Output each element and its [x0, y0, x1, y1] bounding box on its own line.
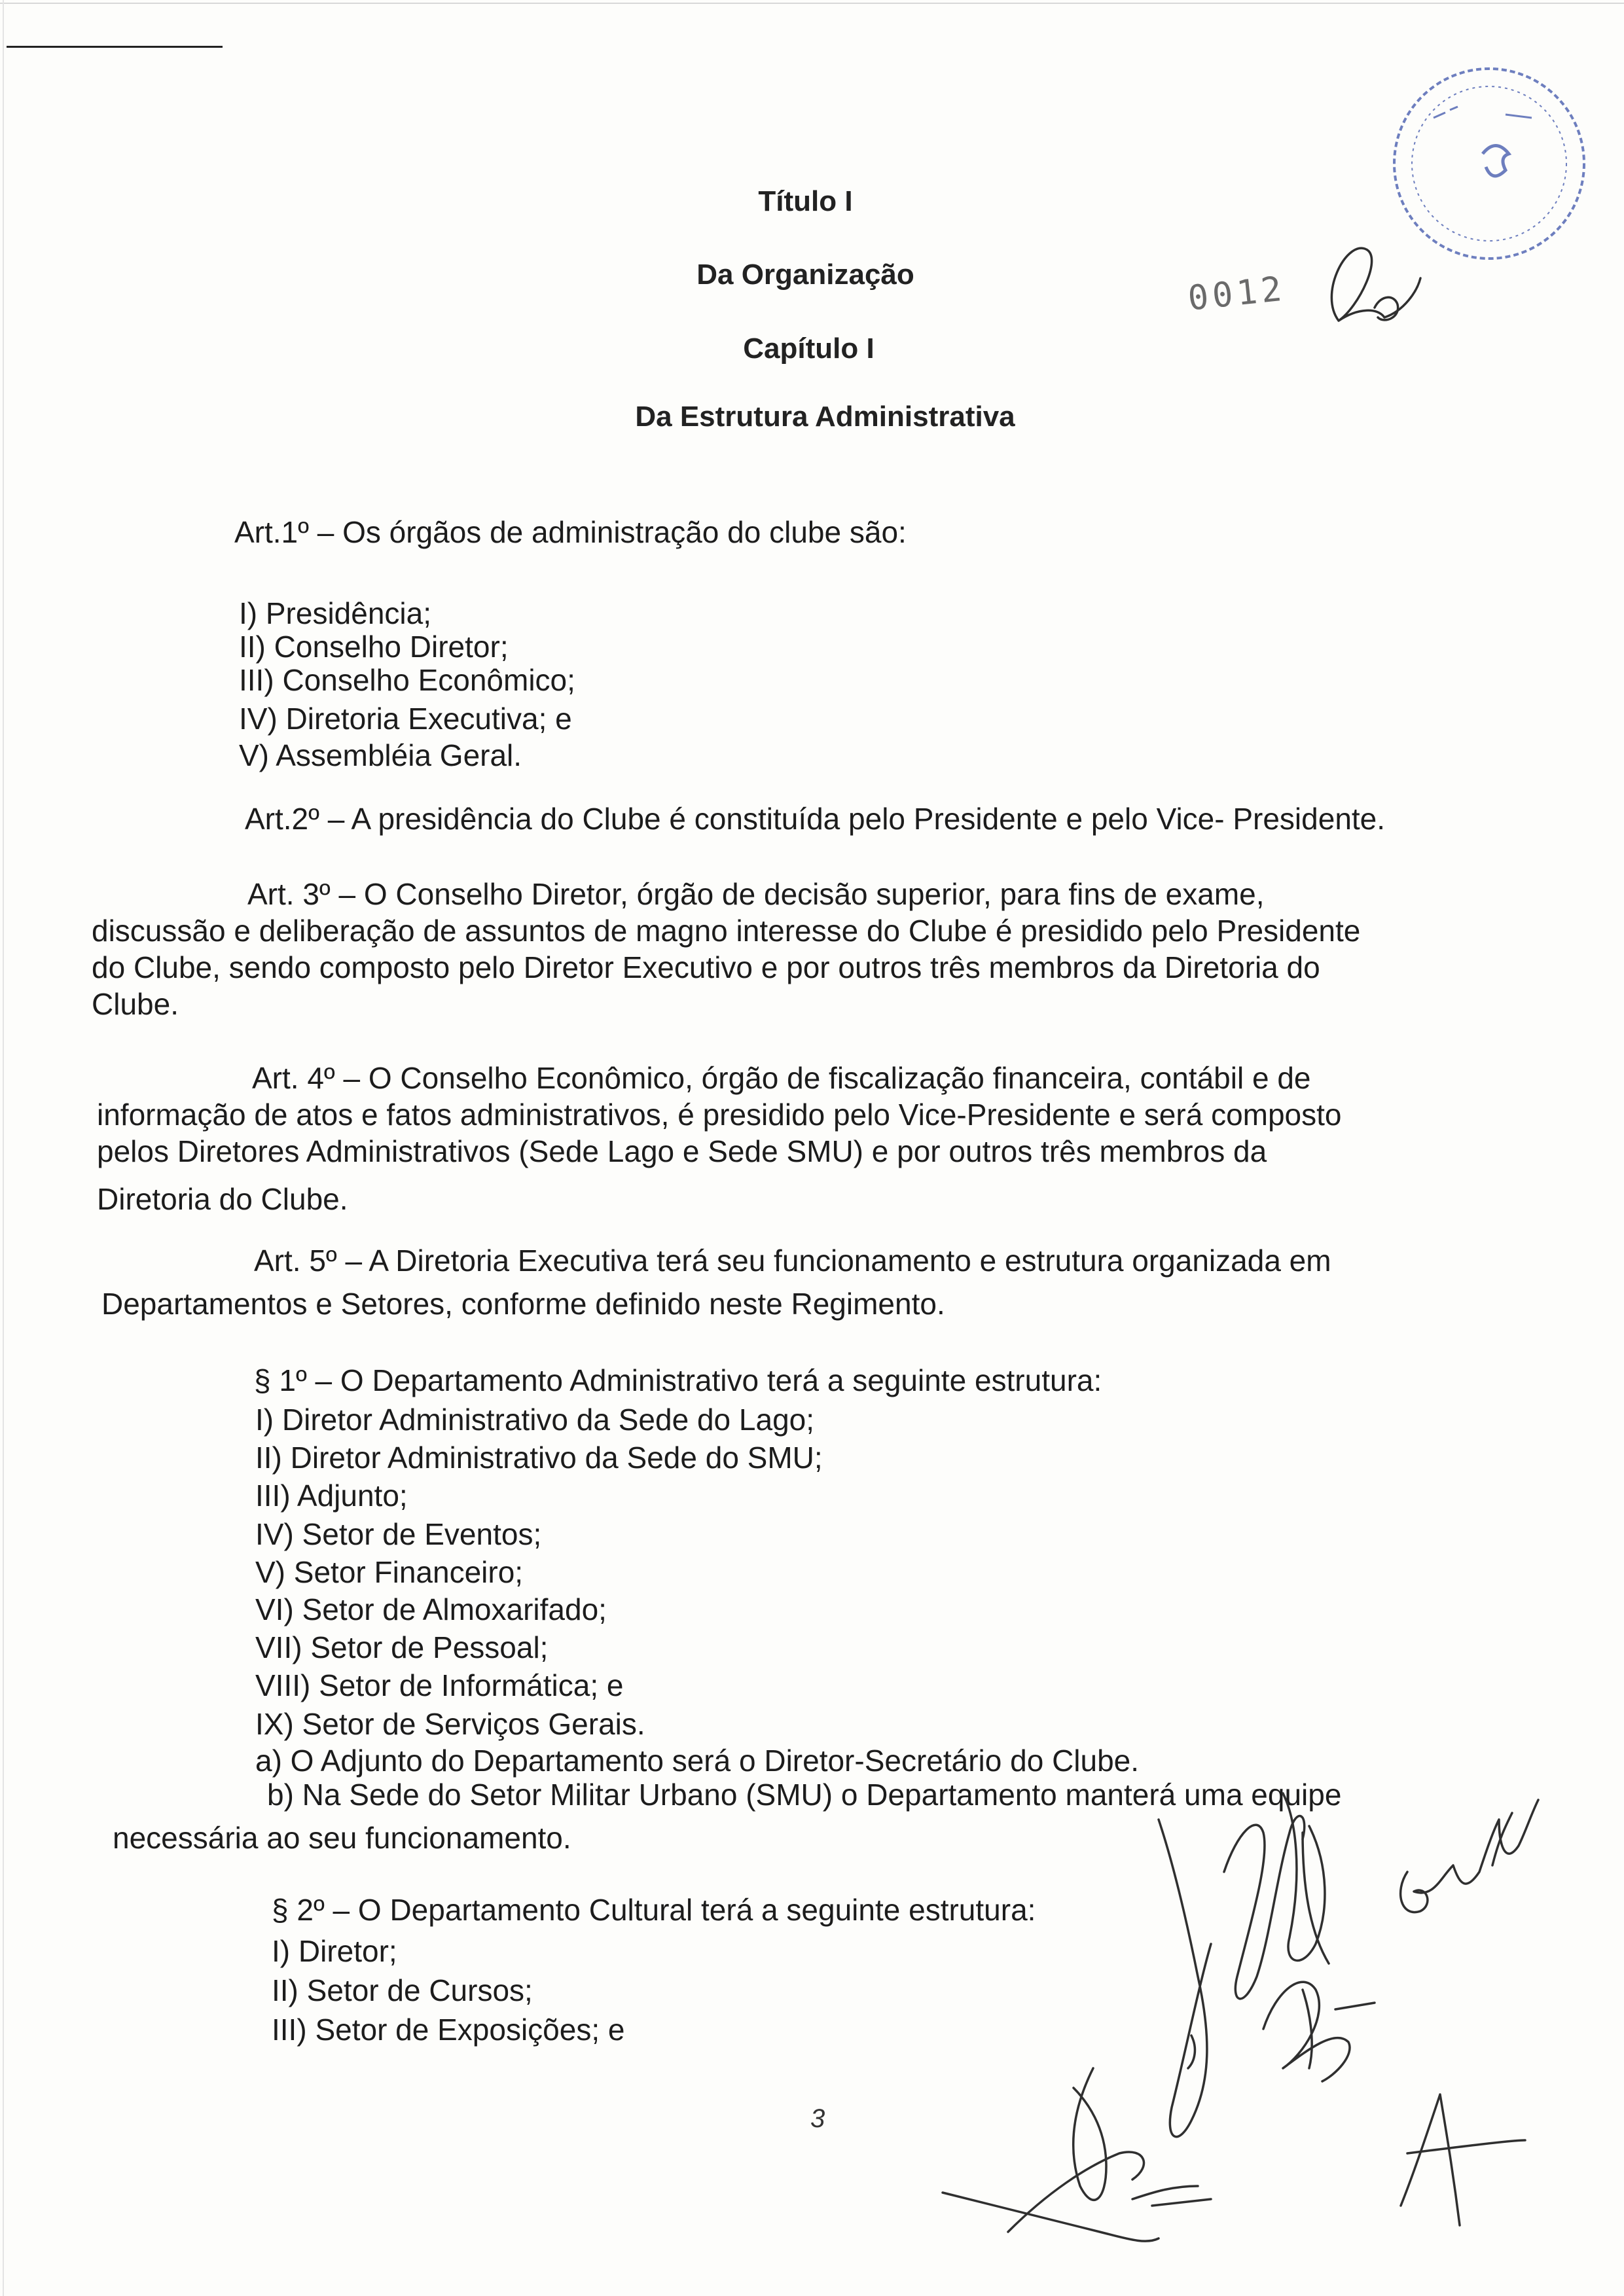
art1-item: III) Conselho Econômico; [239, 663, 575, 697]
paragraph1-item-b-cont: necessária ao seu funcionamento. [113, 1821, 571, 1855]
paragraph2-item: III) Setor de Exposições; e [272, 2013, 625, 2047]
paragraph1-item: IX) Setor de Serviços Gerais. [255, 1707, 645, 1741]
paragraph2-intro: § 2º – O Departamento Cultural terá a seguinte estrutura: [272, 1893, 1036, 1927]
art4-line: Diretoria do Clube. [97, 1182, 348, 1216]
subtitle-heading: Da Organização [696, 259, 914, 291]
art5-line: Departamentos e Setores, conforme definido neste Regimento. [101, 1287, 945, 1321]
paragraph1-item: III) Adjunto; [255, 1479, 408, 1513]
top-rule [7, 46, 223, 48]
paragraph1-item: V) Setor Financeiro; [255, 1555, 524, 1589]
paragraph1-item-b: b) Na Sede do Setor Militar Urbano (SMU) o Departamento manterá uma equipe [267, 1778, 1342, 1812]
paragraph1-item: IV) Setor de Eventos; [255, 1517, 542, 1551]
chapter-heading: Capítulo I [743, 332, 875, 365]
paragraph1-item: VI) Setor de Almoxarifado; [255, 1592, 607, 1626]
art3-line: Clube. [92, 987, 179, 1021]
art4-line: pelos Diretores Administrativos (Sede Lago e Sede SMU) e por outros três membros da [97, 1134, 1267, 1168]
art1-item: II) Conselho Diretor; [239, 630, 509, 664]
art3-line: discussão e deliberação de assuntos de magno interesse do Clube é presidido pelo Presidente [92, 914, 1361, 948]
scan-edge-top [0, 3, 1624, 4]
art3-line: do Clube, sendo composto pelo Diretor Executivo e por outros três membros da Diretoria do [92, 950, 1320, 984]
paragraph2-item: II) Setor de Cursos; [272, 1973, 533, 2007]
art1-intro: Art.1º – Os órgãos de administração do clube são: [234, 515, 907, 549]
art4-line: informação de atos e fatos administrativos, é presidido pelo Vice-Presidente e será composto [97, 1098, 1342, 1132]
title-heading: Título I [758, 185, 853, 217]
paragraph1-item: VII) Setor de Pessoal; [255, 1630, 549, 1664]
document-number-stamp: 0012 [1186, 269, 1288, 319]
art3-line: Art. 3º – O Conselho Diretor, órgão de decisão superior, para fins de exame, [247, 877, 1265, 911]
paragraph1-intro: § 1º – O Departamento Administrativo terá a seguinte estrutura: [254, 1363, 1102, 1397]
page-number: 3 [810, 2104, 825, 2133]
art4-line: Art. 4º – O Conselho Econômico, órgão de fiscalização financeira, contábil e de [252, 1061, 1311, 1095]
paragraph1-item: I) Diretor Administrativo da Sede do Lago; [255, 1403, 815, 1437]
chapter-subtitle: Da Estrutura Administrativa [635, 401, 1015, 433]
art2-text: Art.2º – A presidência do Clube é constituída pelo Presidente e pelo Vice- Presidente. [245, 802, 1386, 836]
art1-item: V) Assembléia Geral. [239, 738, 522, 772]
art1-item: IV) Diretoria Executiva; e [239, 702, 572, 736]
paragraph1-item-a: a) O Adjunto do Departamento será o Diretor-Secretário do Clube. [255, 1744, 1140, 1778]
paragraph2-item: I) Diretor; [272, 1934, 397, 1968]
paragraph1-item: VIII) Setor de Informática; e [255, 1668, 624, 1702]
art5-line: Art. 5º – A Diretoria Executiva terá seu funcionamento e estrutura organizada em [254, 1244, 1331, 1278]
art1-item: I) Presidência; [239, 596, 432, 630]
paragraph1-item: II) Diretor Administrativo da Sede do SMU; [255, 1441, 823, 1475]
